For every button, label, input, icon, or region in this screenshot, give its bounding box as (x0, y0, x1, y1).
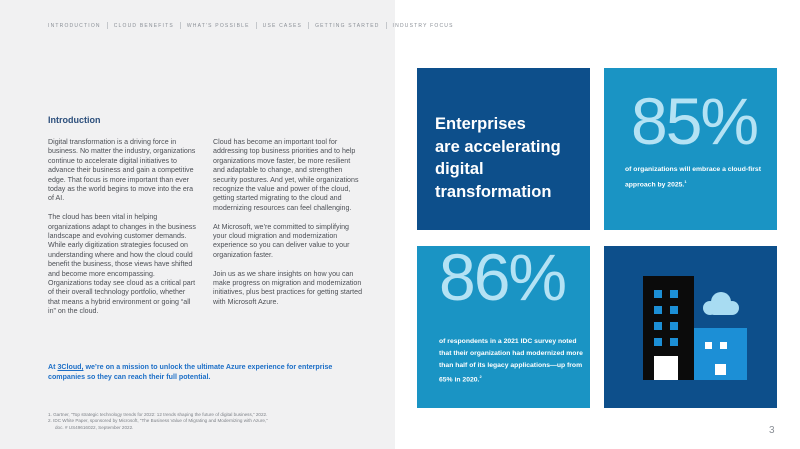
buildings-cloud-icon (604, 246, 777, 408)
stat-value: 85% (631, 84, 758, 158)
nav-divider (180, 22, 181, 29)
stat-description (439, 336, 589, 386)
stat-tile-85 (604, 68, 777, 230)
page-number: 3 (769, 425, 775, 436)
headline-line: transformation (435, 182, 552, 201)
section-nav (48, 22, 454, 29)
intro-paragraph: Digital transformation is a driving force in business. No matter the industry, organizations continue to accelerate digital initiatives to advance their business and gain a competitive edge. That focus is more important than ever today as the world begins to move into the era of AI. (48, 138, 196, 203)
illustration-tile (604, 246, 777, 408)
nav-divider (256, 22, 257, 29)
mission-prefix: At (48, 363, 58, 371)
nav-use-cases[interactable]: USE CASES (262, 22, 303, 29)
intro-paragraph: Join us as we share insights on how you can make progress on migration and modernization initiatives, plus best practices for getting started with Microsoft Azure. (213, 269, 363, 306)
cloud-icon (703, 292, 739, 315)
footnote-ref: 2 (479, 374, 482, 380)
nav-whats-possible[interactable]: WHAT'S POSSIBLE (186, 22, 250, 29)
nav-industry-focus[interactable]: INDUSTRY FOCUS (392, 22, 454, 29)
footnotes (48, 412, 338, 431)
nav-cloud-benefits[interactable]: CLOUD BENEFITS (113, 22, 174, 29)
mission-text: we’re on a mission to unlock the ultimate Azure experience for enterprise companies so they can reach their full potential. (48, 363, 333, 381)
stat-description (625, 164, 775, 191)
intro-paragraph: The cloud has been vital in helping organizations adapt to changes in the business landscape and evolving customer demands. While early digitization strategies focused on understanding where and how the cloud could benefit the business, those views have shifted and become more encompassing. Organizations today see cloud as a critical part of their overall technology portfolio, whether that means a hybrid environment or going “all in” on the cloud. (48, 213, 196, 316)
footnote: 2. IDC White Paper, sponsored by Microsoft, “The Business Value of Migrating and Modernizing with Azure,” (48, 418, 268, 424)
footnote-ref: 1 (684, 178, 687, 184)
stat-value: 86% (439, 240, 566, 314)
footnote: 1. Gartner, “Top strategic technology trends for 2022: 12 trends shaping the future of digital business,” 2022. (48, 412, 268, 417)
headline-tile (417, 68, 590, 230)
stat-text: of organizations will embrace a cloud-first approach by 2025. (625, 166, 761, 189)
stat-tile-86 (417, 240, 590, 408)
headline-line: digital (435, 160, 484, 178)
intro-heading: Introduction (48, 115, 101, 125)
nav-divider (386, 22, 387, 29)
intro-paragraph: At Microsoft, we’re committed to simplifying your cloud migration and modernization experience so you can deliver value to your organization faster. (213, 222, 350, 259)
intro-column-2 (213, 138, 363, 317)
stat-text: of respondents in a 2021 IDC survey noted that their organization had modernized more than half of its legacy applications—up from 65% in 2020. (439, 338, 583, 384)
nav-introduction[interactable]: INTRODUCTION (48, 22, 101, 29)
mission-statement (48, 362, 348, 382)
intro-column-1 (48, 138, 196, 326)
intro-paragraph: Cloud has become an important tool for addressing top business priorities and to help organizations move faster, be more resilient and adaptable to change, and strengthen security postures. And yet, while organizations recognize the value and power of the cloud, getting started migrating to the cloud and modernizing resources can feel challenging. (213, 138, 359, 212)
headline-text (435, 113, 561, 203)
brand-link[interactable]: 3Cloud, (57, 363, 84, 371)
headline-line: Enterprises (435, 115, 526, 133)
footnote: doc. # US49616022, September 2022. (55, 424, 134, 430)
nav-getting-started[interactable]: GETTING STARTED (315, 22, 380, 29)
nav-divider (107, 22, 108, 29)
nav-divider (308, 22, 309, 29)
headline-line: are accelerating (435, 137, 561, 156)
building-door (654, 356, 678, 380)
